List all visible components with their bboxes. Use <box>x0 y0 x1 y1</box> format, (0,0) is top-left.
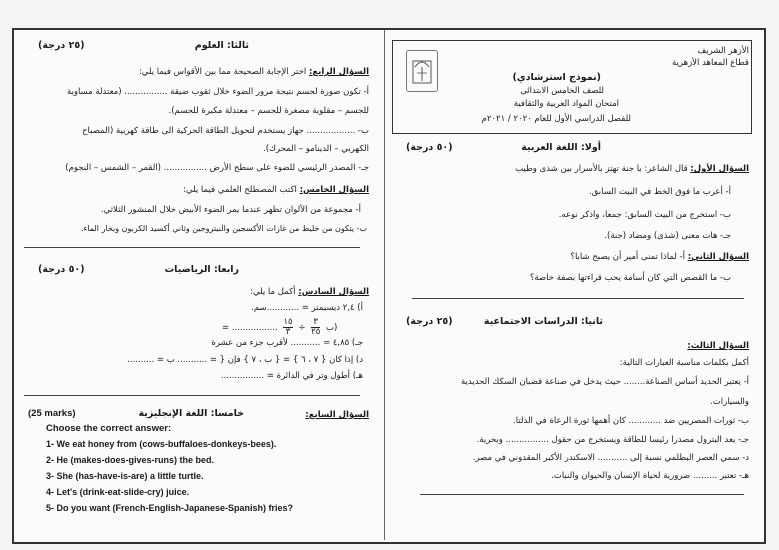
social-marks: (٢٥ درجة) <box>406 316 453 327</box>
english-item-4: 4- Let's (drink-eat-slide-cry) juice. <box>46 487 190 497</box>
q4-c: جـ- المصدر الرئيسي للضوء على سطح الأرض ................ (القمر – الشمس – النجوم) <box>65 163 369 173</box>
header-line1: الأزهر الشريف <box>697 46 749 56</box>
q1-text: قال الشاعر: يا جنة تهتز بالأسرار بين شذى وطيب <box>515 164 688 174</box>
q6-intro: أكمل ما يلي: <box>250 287 296 297</box>
q4-intro: اختر الإجابة الصحيحة مما بين الأقواس فيما يلي: <box>138 67 307 77</box>
math-heading: رابعا: الرياضيات <box>164 264 239 275</box>
english-heading: خامسا: اللغة الإنجليزية <box>138 408 244 419</box>
english-item-2: 2- He (makes-does-gives-runs) the bed. <box>46 455 215 465</box>
q1-c: جـ- هات معنى (شذى) ومضاد (جنة). <box>604 231 731 241</box>
q3-e: هـ- تعتبر ......... ضرورية لحياة الإنسان والحيوان والنبات. <box>551 471 749 481</box>
q4-a1: أ- تكون صورة لجسم نتيجة مرور الضوء خلال ثقوب ضيقة ................ (معتدلة مساوية <box>66 87 369 97</box>
q3-a1: أ- يعتبر الحديد أساس الصناعة........ حيث يدخل في صناعة قضبان السكك الحديدية <box>460 377 749 387</box>
q4-b1: ب- .................. جهاز يستخدم لتحويل الطاقة الحركية الى طاقة كهربية (المصباح <box>82 126 369 136</box>
q2-b: ب- ما القصص التي كان أسامة يحب قراءتها بصفة خاصة؟ <box>529 273 731 283</box>
header-grade: للصف الخامس الابتدائى <box>520 86 604 96</box>
q1-b: ب- استخرج من البيت السابق: جمعا، واذكر نوعه. <box>558 210 731 220</box>
q6-b-frac1-num: ٣ <box>311 318 320 328</box>
q6-e: هـ) أطول وتر في الدائرة = ................ <box>220 371 363 381</box>
q7-label: السؤال السابع: <box>305 410 369 420</box>
english-instruction: Choose the correct answer: <box>46 423 172 434</box>
q5-row <box>183 185 369 196</box>
english-item-1: 1- We eat honey from (cows-buffaloes-donkeys-bees). <box>46 439 277 449</box>
q5-a: أ- مجموعة من الألوان تظهر عندما يمر الضوء الأبيض خلال المنشور الثلاثي. <box>100 205 361 215</box>
q6-d: د) إذا كان { ٧ ، ٦ } = { ب ، ٧ } فإن { = ........... ب = .......... <box>127 355 363 365</box>
q6-label: السؤال السادس: <box>298 287 369 297</box>
separator-3 <box>24 247 360 248</box>
azhar-emblem-icon <box>411 55 433 87</box>
q2-a: أ- لماذا تمنى أمير أن يصبح شابا؟ <box>570 252 685 262</box>
science-heading: ثالثا: العلوم <box>194 40 249 51</box>
q1-a: أ- أعرب ما فوق الخط في البيت السابق. <box>588 187 731 197</box>
english-item-5: 5- Do you want (French-English-Japanese-Spanish) fries? <box>46 503 294 513</box>
q3-d: د- سمي العصر البطلمي نسبة إلى ........... الاسكندر الأكبر المقدوني في مصر. <box>472 453 749 463</box>
q4-label: السؤال الرابع: <box>308 67 369 77</box>
q2-row <box>570 252 749 263</box>
q6-b-frac2-den: ٣ <box>285 327 291 337</box>
q3-a2: والسيارات. <box>710 397 749 407</box>
azhar-logo <box>406 50 438 92</box>
english-item-3: 3- She (has-have-is-are) a little turtle. <box>46 471 204 481</box>
separator-1 <box>412 298 744 299</box>
q3-label: السؤال الثالث: <box>687 341 749 351</box>
header-title: (نموذج استرشادي) <box>512 72 601 83</box>
separator-2 <box>420 494 744 495</box>
header-term: للفصل الدراسي الأول للعام ٢٠٢٠ / ٢٠٢١م <box>481 114 631 124</box>
separator-4 <box>24 395 360 396</box>
q6-b-label: ب) <box>325 323 338 333</box>
q6-c: جـ) ٤,٨٥ ≃ ........... لأقرب جزء من عشرة <box>211 338 363 348</box>
math-marks: (٥٠ درجة) <box>38 264 85 275</box>
social-heading: ثانيا: الدراسات الاجتماعية <box>483 316 603 327</box>
q4-a2: للجسم – مقلوبة مصغرة للجسم – معتدلة مكبرة للجسم). <box>168 106 369 116</box>
q6-b-expression: = ................. ١٥ ٣ ÷ ٣ ٢٥ ب) <box>222 317 338 337</box>
q3-b: ب- ثورات المصريين ضد ............ كان أهمها ثورة الرعاة في الدلتا. <box>513 416 749 426</box>
q6-b-fraction2 <box>283 318 292 337</box>
q4-b2: الكهربي – الدينامو – المحرك). <box>263 144 369 154</box>
q4-row <box>139 67 369 78</box>
q6-b-fraction1 <box>311 318 320 337</box>
q1-label: السؤال الأول: <box>690 164 749 174</box>
q1-row <box>515 164 749 175</box>
q3-intro: أكمل بكلمات مناسبة العبارات التالية: <box>619 358 749 368</box>
q2-label: السؤال الثاني: <box>687 252 749 262</box>
q6-b-frac1-den: ٢٥ <box>311 327 321 337</box>
q5-b: ب- يتكون من خليط من غازات الأكسجين والنيتروجين وثاني أكسيد الكربون وبخار الماء. <box>81 224 367 233</box>
science-marks: (٢٥ درجة) <box>38 40 85 51</box>
q6-row <box>250 287 369 298</box>
q5-label: السؤال الخامس: <box>299 185 369 195</box>
q6-a: أ) ٢,٤ ديسيمتر = ............سم. <box>251 303 363 313</box>
q6-b-frac2-num: ١٥ <box>283 317 293 327</box>
english-marks: (25 marks) <box>28 408 76 419</box>
q3-c: جـ- يعد البترول مصدرا رئيسا للطاقة ويستخرج من حقول ................ وبحرية. <box>476 435 749 445</box>
header-subject: امتحان المواد العربية والثقافية <box>513 99 619 109</box>
arabic-heading: أولا: اللغة العربية <box>521 142 601 153</box>
arabic-marks: (٥٠ درجة) <box>406 142 453 153</box>
column-divider <box>384 30 385 540</box>
q5-intro: اكتب المصطلح العلمي فيما يلي: <box>183 185 297 195</box>
q6-b-rest: = ................. <box>222 323 278 333</box>
header-line2: قطاع المعاهد الأزهرية <box>671 58 749 68</box>
